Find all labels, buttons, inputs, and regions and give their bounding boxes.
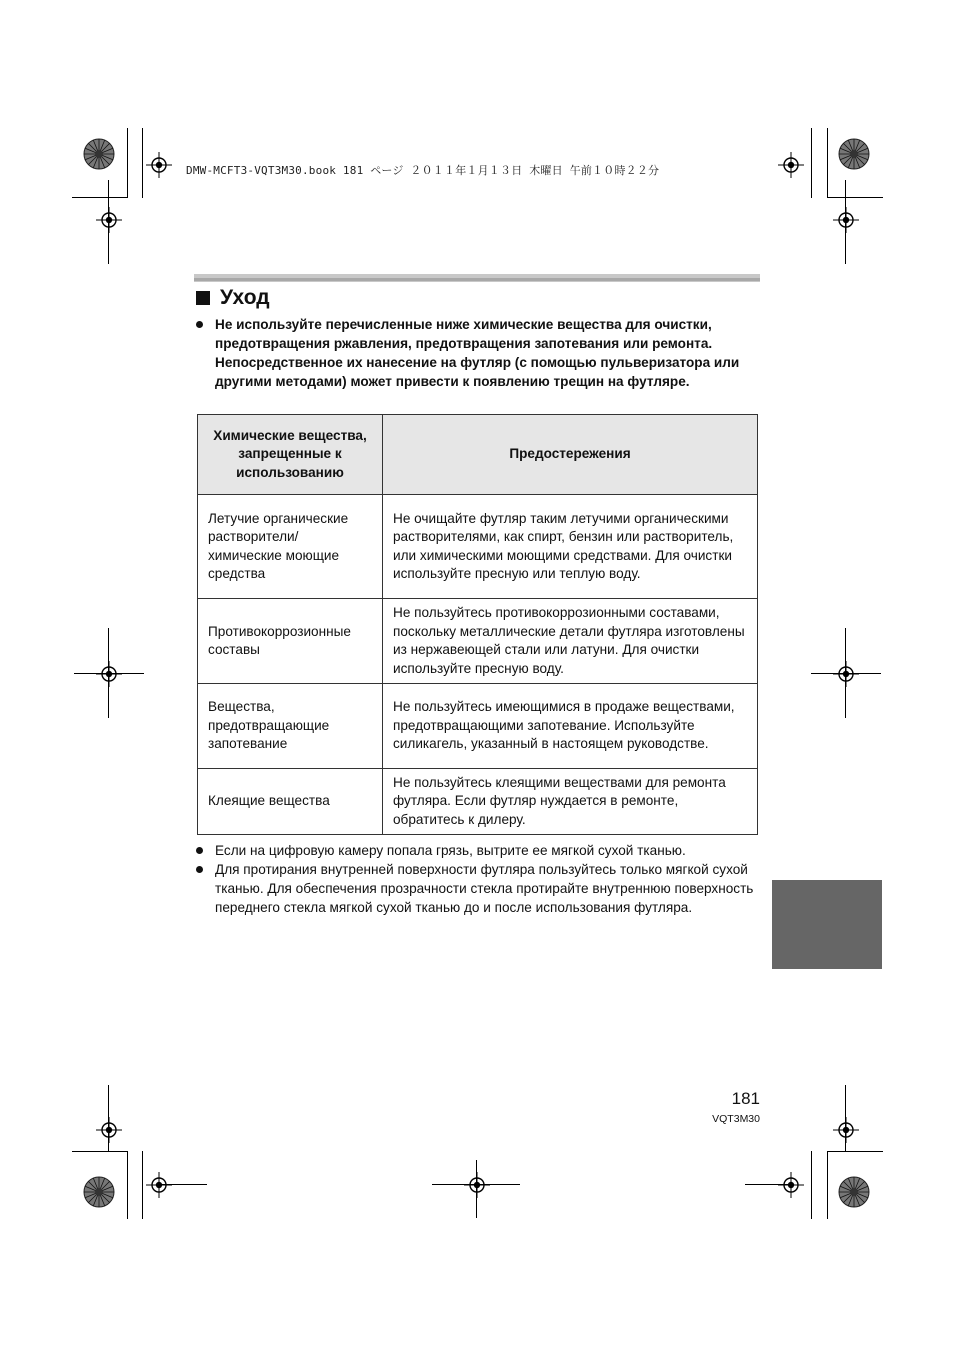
registration-mark-icon: [833, 661, 859, 687]
table-cell-substance: Летучие органические растворители/ химические моющие средства: [198, 495, 383, 599]
registration-mark-icon: [146, 152, 172, 178]
care-bullet-text: Для протирания внутренней поверхности футляра пользуйтесь только мягкой сухой тканью. Для обеспечения прозрачности стекла протирайте внутреннюю поверхность переднего стекла мягкой сухой тканью до и после использования футляра.: [215, 862, 754, 915]
crop-mark: [827, 1151, 883, 1152]
reg-line: [476, 1160, 477, 1218]
crop-mark: [827, 128, 828, 198]
intro-bullet-text: Не используйте перечисленные ниже химические вещества для очистки, предотвращения ржавления, предотвращения запотевания или ремонта. Непосредственное их нанесение на футляр (с помощью пульверизатора или другими методами) может привести к появлению трещин на футляре.: [215, 317, 740, 389]
table-cell-caution: Не пользуйтесь противокоррозионными составами, поскольку металлические детали футляра изготовлены из нержавеющей стали или латуни. Для очистки используйте пресную воду.: [383, 599, 758, 684]
reg-line: [845, 1085, 846, 1151]
table-cell-substance: Противокоррозионные составы: [198, 599, 383, 684]
table-row: [198, 684, 758, 769]
registration-mark-icon: [96, 661, 122, 687]
print-header-line: DMW-MCFT3-VQT3M30.book 181 ページ ２０１１年１月１３日 木曜日 午前１０時２２分: [186, 164, 660, 177]
crop-mark: [827, 1151, 828, 1219]
table-cell-caution: Не пользуйтесь имеющимися в продаже веществами, предотвращающими запотевание. Используйте силикагель, указанный в настоящем руководстве.: [383, 684, 758, 769]
table-row: [198, 599, 758, 684]
reg-line: [108, 1085, 109, 1151]
crop-mark: [811, 128, 812, 198]
reg-line: [745, 1184, 793, 1185]
registration-mark-icon: [96, 1117, 122, 1143]
table-header-row: [198, 415, 758, 495]
reg-line: [159, 1184, 207, 1185]
crop-mark: [811, 1151, 812, 1219]
color-rosette-icon: [838, 138, 870, 170]
reg-line: [811, 673, 881, 674]
section-title: [196, 286, 270, 310]
color-rosette-icon: [83, 138, 115, 170]
table-row: [198, 495, 758, 599]
bullet-dot-icon: [196, 321, 203, 328]
table-cell-substance: Клеящие вещества: [198, 769, 383, 835]
table-cell-caution: Не пользуйтесь клеящими веществами для ремонта футляра. Если футляр нуждается в ремонте, обратитесь к дилеру.: [383, 769, 758, 835]
care-table: [197, 414, 758, 835]
crop-mark: [827, 197, 883, 198]
crop-mark: [72, 197, 128, 198]
registration-mark-icon: [833, 207, 859, 233]
color-rosette-icon: [838, 1176, 870, 1208]
section-title-bar-shade: [194, 278, 760, 281]
table-cell-caution: Не очищайте футляр таким летучими органическими растворителями, как спирт, бензин или растворитель, или химическими моющими средствами. Для очистки используйте пресную или теплую воду.: [383, 495, 758, 599]
table-header-caution: Предостережения: [383, 415, 758, 495]
bullet-dot-icon: [196, 866, 203, 873]
registration-mark-icon: [833, 1117, 859, 1143]
reg-line: [108, 180, 109, 264]
crop-mark: [142, 1151, 143, 1219]
reg-line: [74, 673, 144, 674]
page-number: 181: [731, 1089, 760, 1108]
table-cell-substance: Вещества, предотвращающие запотевание: [198, 684, 383, 769]
section-title-text: Уход: [220, 286, 270, 309]
registration-mark-icon: [464, 1172, 490, 1198]
table-row: [198, 769, 758, 835]
document-code: VQT3M30: [712, 1113, 760, 1125]
table-header-substance: Химические вещества, запрещенные к использованию: [198, 415, 383, 495]
black-square-icon: [196, 291, 210, 305]
registration-mark-icon: [778, 1172, 804, 1198]
crop-mark: [72, 1151, 128, 1152]
registration-mark-icon: [778, 152, 804, 178]
bullet-dot-icon: [196, 847, 203, 854]
crop-mark: [127, 128, 128, 198]
care-bullet-text: Если на цифровую камеру попала грязь, вытрите ее мягкой сухой тканью.: [215, 843, 686, 858]
care-bullet: [196, 860, 762, 917]
crop-mark: [127, 1151, 128, 1219]
registration-mark-icon: [96, 207, 122, 233]
reg-line: [845, 180, 846, 264]
chapter-side-tab: [772, 880, 882, 969]
registration-mark-icon: [146, 1172, 172, 1198]
intro-bullet: [196, 315, 762, 391]
color-rosette-icon: [83, 1176, 115, 1208]
crop-mark: [142, 128, 143, 198]
care-bullet: [196, 841, 762, 860]
